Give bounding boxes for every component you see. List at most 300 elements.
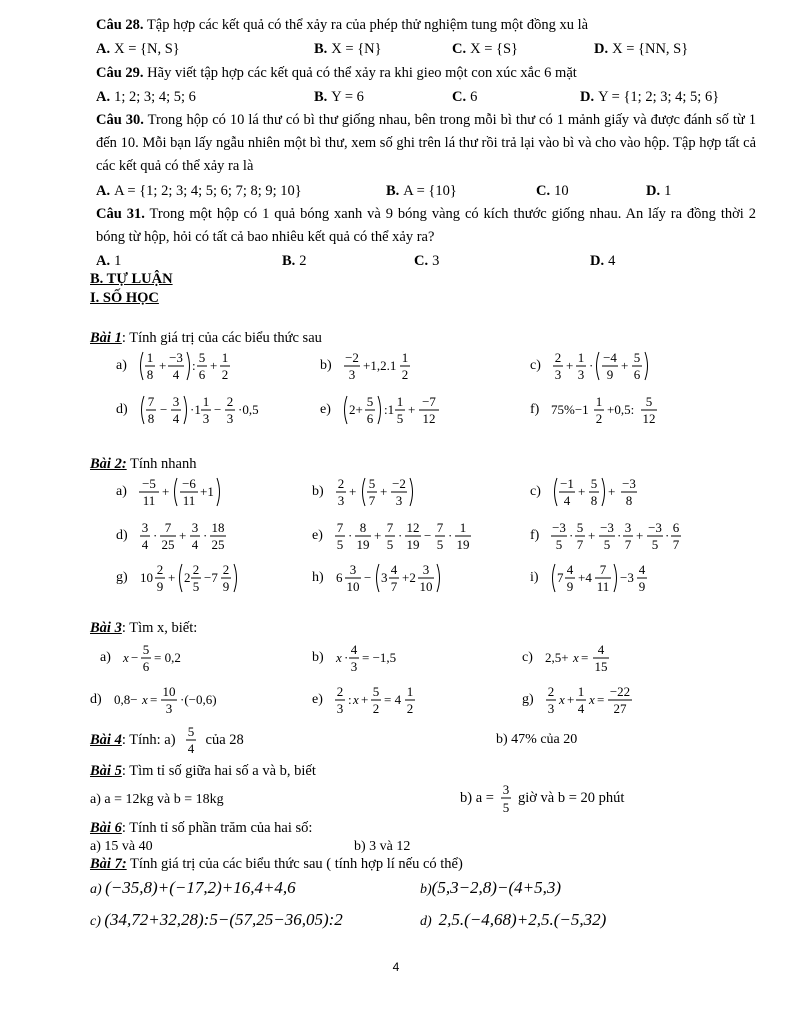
- question-label: Câu 28.: [96, 17, 144, 33]
- svg-text:3: 3: [395, 493, 402, 508]
- math-expression: [334, 638, 434, 678]
- svg-text:−: −: [423, 528, 432, 543]
- exercise-label: Bài 1: [90, 330, 122, 346]
- exercise-instruction: : Tính tỉ số phần trăm của hai số:: [121, 820, 313, 836]
- svg-text:·1: ·1: [189, 402, 201, 417]
- exercise-1-title: [90, 330, 322, 347]
- exercise-instruction: : Tính giá trị của các biểu thức sau: [121, 330, 322, 346]
- svg-text:1: 1: [406, 684, 414, 699]
- svg-text:27: 27: [613, 701, 627, 716]
- svg-text:3: 3: [191, 520, 198, 535]
- svg-text:7: 7: [599, 562, 606, 577]
- svg-text:2: 2: [192, 562, 199, 577]
- svg-text:−2: −2: [391, 476, 406, 491]
- q28-option-b: B. X = {N}: [314, 41, 382, 57]
- svg-text:19: 19: [456, 537, 470, 552]
- svg-text:5: 5: [652, 537, 659, 552]
- svg-text:4: 4: [172, 411, 179, 426]
- svg-text:+: +: [209, 358, 218, 373]
- question-label: Câu 31.: [96, 206, 145, 222]
- q30-option-b: B. A = {10}: [386, 183, 457, 199]
- svg-text:1: 1: [396, 394, 404, 409]
- svg-text:6: 6: [335, 570, 343, 585]
- question-30: [96, 109, 756, 178]
- svg-text:4: 4: [597, 642, 605, 657]
- svg-text:1: 1: [459, 520, 467, 535]
- section-heading-essay: B. TỰ LUẬN: [90, 271, 173, 287]
- svg-text:2: 2: [183, 570, 191, 585]
- q28-option-d: D. X = {NN, S}: [594, 41, 689, 57]
- svg-text:+: +: [588, 528, 596, 543]
- svg-text:2: 2: [222, 562, 229, 577]
- svg-text:19: 19: [406, 537, 420, 552]
- svg-text:4: 4: [141, 537, 148, 552]
- svg-text:+: +: [607, 484, 616, 499]
- q30-option-c: C. 10: [536, 183, 569, 199]
- math-expression: [544, 680, 674, 720]
- exercise-5-title: [90, 763, 316, 780]
- exercise-3-item-b: b) x · 4 3 = −1,5: [312, 638, 434, 678]
- svg-text:= −1,5: = −1,5: [361, 650, 396, 665]
- svg-text:6: 6: [198, 367, 206, 382]
- svg-text:7: 7: [164, 520, 171, 535]
- svg-text:+: +: [407, 402, 416, 417]
- svg-text:+: +: [636, 528, 644, 543]
- svg-text:9: 9: [638, 579, 645, 594]
- svg-text:−3: −3: [600, 520, 615, 535]
- exercise-5-part-a: a) a = 12kg và b = 18kg: [90, 792, 224, 807]
- exercise-2-item-i: i) 7 4 9 +4 7 11 −3 4 9: [530, 558, 709, 598]
- svg-text:2: 2: [336, 684, 344, 699]
- svg-text:+1,2.1: +1,2.1: [362, 358, 397, 373]
- q28-option-a: A. X = {N, S}: [96, 41, 180, 57]
- question-text: Hãy viết tập hợp các kết quả có thể xảy ra khi gieo một con xúc xắc 6 mặt: [147, 65, 577, 81]
- page-number: 4: [392, 960, 400, 974]
- exercise-3-item-d: d) 0,8− x = 10 3 ·(−0,6): [90, 680, 252, 720]
- math-expression: [341, 390, 471, 430]
- svg-text:2: 2: [221, 367, 229, 382]
- exercise-2-item-c: c) −1 4 + 5 8 + −3 8: [530, 472, 661, 512]
- math-expression: [551, 346, 671, 386]
- svg-text:6: 6: [673, 520, 680, 535]
- svg-text:3: 3: [502, 782, 510, 797]
- svg-text:+1: +1: [199, 484, 214, 499]
- svg-text:5: 5: [142, 642, 150, 657]
- svg-text:5: 5: [368, 476, 375, 491]
- svg-text:·: ·: [665, 528, 670, 543]
- svg-text:7: 7: [673, 537, 680, 552]
- exercise-6-part-b: b) 3 và 12: [354, 839, 411, 854]
- svg-text:3: 3: [226, 411, 233, 426]
- exercise-5-part-b: b) a = 3 5 giờ và b = 20 phút: [460, 778, 624, 818]
- exercise-label: Bài 7:: [90, 856, 127, 872]
- svg-text:5: 5: [556, 537, 563, 552]
- exercise-2-item-e: e) 7 5 · 8 19 + 7 5 · 12 19 − 7 5 · 1 19: [312, 516, 493, 556]
- svg-text:2: 2: [547, 684, 554, 699]
- exercise-6-title: [90, 820, 312, 837]
- svg-text:−3: −3: [552, 520, 567, 535]
- q29-option-c: C. 6: [452, 89, 478, 105]
- question-text: Tập hợp các kết quả có thể xảy ra của phép thử nghiệm tung một đồng xu là: [146, 17, 589, 33]
- svg-text::1: :1: [383, 402, 395, 417]
- svg-text:1: 1: [202, 394, 209, 409]
- svg-text:4: 4: [566, 562, 573, 577]
- svg-text:·0,5: ·0,5: [237, 402, 259, 417]
- math-expression: [549, 516, 719, 556]
- svg-text:18: 18: [211, 520, 225, 535]
- svg-text:−3: −3: [621, 476, 636, 491]
- svg-text:−4: −4: [602, 350, 617, 365]
- svg-text:11: 11: [142, 493, 156, 508]
- svg-text:5: 5: [646, 394, 653, 409]
- svg-text:5: 5: [590, 476, 598, 491]
- exercise-instruction: : Tìm x, biết:: [121, 620, 198, 636]
- fraction-five-fourths: [180, 722, 202, 758]
- svg-text:11: 11: [596, 579, 609, 594]
- svg-text:2: 2: [337, 476, 344, 491]
- svg-text:10: 10: [419, 579, 433, 594]
- svg-text:·: ·: [617, 528, 622, 543]
- svg-text:3: 3: [336, 701, 344, 716]
- svg-text:3: 3: [172, 394, 179, 409]
- exercise-2-item-a: a) −5 11 + −6 11 +1: [116, 472, 247, 512]
- svg-text:−: −: [363, 570, 372, 585]
- svg-text:·: ·: [588, 358, 594, 373]
- svg-text:1: 1: [221, 350, 229, 365]
- svg-text:5: 5: [187, 724, 194, 739]
- svg-text:−7: −7: [421, 394, 436, 409]
- math-expression: [137, 472, 247, 512]
- exercise-3-title: [90, 620, 197, 637]
- svg-text:+: +: [566, 692, 575, 707]
- exercise-3-item-e: e) 2 3 : x + 5 2 = 4 1 2: [312, 680, 453, 720]
- svg-text:·(−0,6): ·(−0,6): [179, 692, 217, 707]
- svg-text:4: 4: [191, 537, 198, 552]
- svg-text:−3: −3: [648, 520, 663, 535]
- exercise-4-part-a-prefix: : Tính: a): [121, 731, 176, 748]
- svg-text:1: 1: [401, 350, 408, 365]
- exercise-label: Bài 3: [90, 620, 122, 636]
- svg-text:=: =: [149, 692, 158, 707]
- svg-text:−22: −22: [609, 684, 630, 699]
- svg-text:=: =: [580, 650, 589, 665]
- exercise-1-item-f: f) 75%−1 1 2 +0,5: 5 12: [530, 390, 699, 430]
- q31-option-b: B. 2: [282, 253, 307, 269]
- svg-text:6: 6: [366, 411, 374, 426]
- svg-text:+: +: [158, 358, 167, 373]
- svg-text:2: 2: [401, 367, 408, 382]
- svg-text:10: 10: [346, 579, 360, 594]
- svg-text:·: ·: [343, 650, 349, 665]
- svg-text:5: 5: [372, 684, 380, 699]
- section-heading-arithmetic: I. SỐ HỌC: [90, 290, 159, 306]
- svg-text:= 4: = 4: [383, 692, 401, 707]
- svg-text:2: 2: [554, 350, 562, 365]
- q29-option-b: B. Y = 6: [314, 89, 364, 105]
- svg-text:3: 3: [337, 493, 344, 508]
- svg-text:+: +: [620, 358, 629, 373]
- svg-text:−3: −3: [168, 350, 183, 365]
- svg-text:2: 2: [156, 562, 163, 577]
- svg-text:9: 9: [156, 579, 163, 594]
- svg-text:5: 5: [198, 350, 206, 365]
- exercise-label: Bài 2:: [90, 456, 127, 472]
- svg-text:x: x: [122, 650, 129, 665]
- svg-text:9: 9: [606, 367, 614, 382]
- svg-text:−: −: [159, 402, 168, 417]
- q28-option-c: C. X = {S}: [452, 41, 518, 57]
- svg-text:4: 4: [577, 701, 584, 716]
- svg-text:x: x: [558, 692, 565, 707]
- svg-text:5: 5: [633, 350, 641, 365]
- svg-text:5: 5: [386, 537, 394, 552]
- svg-text:x: x: [335, 650, 342, 665]
- svg-text:x: x: [572, 650, 579, 665]
- svg-text:15: 15: [594, 659, 608, 674]
- question-31: [96, 203, 756, 249]
- exercise-label: Bài 4: [90, 731, 122, 748]
- svg-text:3: 3: [625, 520, 632, 535]
- svg-text:x: x: [141, 692, 148, 707]
- svg-text:+: +: [379, 484, 388, 499]
- fraction-three-fifths: [496, 778, 516, 818]
- svg-text:10: 10: [139, 570, 153, 585]
- svg-text:19: 19: [356, 537, 370, 552]
- math-expression: [549, 390, 699, 430]
- exercise-7-part-c: c) (34,72+32,28):5−(57,25−36,05):2: [90, 910, 343, 929]
- svg-text:−7: −7: [203, 570, 218, 585]
- svg-text:−: −: [130, 650, 139, 665]
- svg-text::: :: [347, 692, 352, 707]
- svg-text::: :: [191, 358, 196, 373]
- exercise-2-title: [90, 456, 196, 473]
- svg-text:7: 7: [336, 520, 344, 535]
- question-28: [96, 16, 756, 34]
- svg-text:+: +: [167, 570, 176, 585]
- exercise-7-title: [90, 856, 463, 873]
- svg-text:3: 3: [165, 701, 172, 716]
- math-expression: [333, 680, 453, 720]
- svg-text:12: 12: [406, 520, 420, 535]
- svg-text:·: ·: [447, 528, 453, 543]
- svg-text:·: ·: [152, 528, 158, 543]
- q31-option-c: C. 3: [414, 253, 440, 269]
- svg-text:3: 3: [547, 701, 554, 716]
- svg-text:+: +: [348, 484, 357, 499]
- svg-text:5: 5: [436, 537, 444, 552]
- svg-text:+: +: [161, 484, 170, 499]
- exercise-3-item-g: g) 2 3 x + 1 4 x = −22 27: [522, 680, 674, 720]
- math-expression: [138, 390, 298, 430]
- svg-text:x: x: [352, 692, 359, 707]
- svg-text:5: 5: [604, 537, 611, 552]
- math-expression: [138, 558, 288, 598]
- svg-text:·: ·: [569, 528, 574, 543]
- svg-text:5: 5: [577, 520, 584, 535]
- exercise-1-item-d: d) 7 8 − 3 4 ·1 1 3 − 2 3 ·0,5: [116, 390, 298, 430]
- svg-text:4: 4: [638, 562, 645, 577]
- svg-text:3: 3: [141, 520, 148, 535]
- exercise-2-item-b: b) 2 3 + 5 7 + −2 3: [312, 472, 444, 512]
- svg-text:2: 2: [372, 701, 380, 716]
- question-29: [96, 64, 756, 82]
- q29-option-a: A. 1; 2; 3; 4; 5; 6: [96, 89, 196, 105]
- svg-text:6: 6: [633, 367, 641, 382]
- svg-text:7: 7: [390, 579, 397, 594]
- svg-text:5: 5: [336, 537, 344, 552]
- exercise-4: [90, 722, 244, 758]
- exercise-4-part-a-suffix: của 28: [205, 731, 244, 748]
- exercise-4-part-b: b) 47% của 20: [496, 732, 578, 747]
- svg-text:5: 5: [366, 394, 374, 409]
- exercise-label: Bài 6: [90, 820, 122, 836]
- svg-text:4: 4: [187, 741, 194, 756]
- math-expression: [333, 516, 493, 556]
- svg-text:7: 7: [577, 537, 584, 552]
- svg-text:5: 5: [396, 411, 404, 426]
- q31-option-d: D. 4: [590, 253, 616, 269]
- svg-text:11: 11: [182, 493, 196, 508]
- svg-text:3: 3: [202, 411, 209, 426]
- q30-option-a: A. A = {1; 2; 3; 4; 5; 6; 7; 8; 9; 10}: [96, 183, 302, 199]
- svg-text:+2: +2: [401, 570, 416, 585]
- exercise-7-part-b: b)(5,3−2,8)−(4+5,3): [420, 878, 561, 897]
- exercise-3-item-a: a) x − 5 6 = 0,2: [100, 638, 221, 678]
- svg-text:4: 4: [350, 642, 357, 657]
- question-text: Trong hộp có 10 lá thư có bì thư giống nhau, bên trong mỗi bì thư có 1 mảnh giấy và được đánh số từ 1 đến 10. Mỗi bạn lấy ngẫu nhiên một bì thư, xem số ghi trên lá thư rồi trả lại vào bì và cho vào hộp. Tập hợp tất cả các kết quả có thể xảy ra là: [96, 112, 756, 174]
- svg-text:25: 25: [161, 537, 175, 552]
- exercise-7-part-d: d) 2,5.(−4,68)+2,5.(−5,32): [420, 910, 607, 929]
- exercise-3-item-c: c) 2,5+ x = 4 15: [522, 638, 643, 678]
- math-expression: [138, 516, 248, 556]
- exercise-6-part-a: a) 15 và 40: [90, 839, 153, 854]
- exercise-label: Bài 5: [90, 763, 122, 779]
- math-expression: [121, 638, 221, 678]
- svg-text:5: 5: [502, 800, 510, 815]
- svg-text:4: 4: [563, 493, 571, 508]
- exercise-instruction: : Tìm tỉ số giữa hai số a và b, biết: [121, 763, 316, 779]
- svg-text:2: 2: [226, 394, 233, 409]
- svg-text:1: 1: [577, 684, 584, 699]
- svg-text:−1: −1: [559, 476, 574, 491]
- svg-text:+: +: [360, 692, 369, 707]
- svg-text:2: 2: [596, 411, 603, 426]
- svg-text:3: 3: [380, 570, 388, 585]
- svg-text:+4: +4: [577, 570, 592, 585]
- question-text: Trong một hộp có 1 quả bóng xanh và 9 bóng vàng có kích thước giống nhau. An lấy ra đồng thời 2 bóng từ hộp, hỏi có tất cả bao nhiêu kết quả có thể xảy ra?: [96, 206, 756, 245]
- svg-text:8: 8: [147, 411, 154, 426]
- svg-text:3: 3: [422, 562, 429, 577]
- svg-text:+: +: [565, 358, 574, 373]
- svg-text:8: 8: [146, 367, 154, 382]
- svg-text:−2: −2: [344, 350, 359, 365]
- svg-text:7: 7: [147, 394, 154, 409]
- exercise-1-item-e: e) 2+ 5 6 :1 1 5 + −7 12: [320, 390, 471, 430]
- svg-text:2+: 2+: [348, 402, 363, 417]
- math-expression: [112, 680, 252, 720]
- svg-text:3: 3: [577, 367, 585, 382]
- svg-text:12: 12: [422, 411, 436, 426]
- svg-text:1: 1: [577, 350, 585, 365]
- svg-text:+0,5:: +0,5:: [607, 402, 635, 417]
- svg-text:1: 1: [596, 394, 603, 409]
- svg-text:3: 3: [350, 659, 357, 674]
- svg-text:2,5+: 2,5+: [544, 650, 569, 665]
- svg-text:+: +: [178, 528, 187, 543]
- exercise-7-part-a: a) (−35,8)+(−17,2)+16,4+4,6: [90, 878, 296, 897]
- svg-text:9: 9: [566, 579, 573, 594]
- svg-text:+: +: [577, 484, 586, 499]
- math-expression: [334, 558, 484, 598]
- math-expression: [549, 558, 709, 598]
- exercise-2-item-d: d) 3 4 · 7 25 + 3 4 · 18 25: [116, 516, 248, 556]
- svg-text:=: =: [596, 692, 605, 707]
- svg-text:0,8−: 0,8−: [113, 692, 138, 707]
- svg-text:7: 7: [556, 570, 564, 585]
- exercise-2-item-f: f) −3 5 · 5 7 + −3 5 · 3 7 + −3 5 · 6 7: [530, 516, 719, 556]
- svg-text:3: 3: [348, 367, 355, 382]
- svg-text:4: 4: [390, 562, 397, 577]
- svg-text:·: ·: [347, 528, 353, 543]
- svg-text:−: −: [213, 402, 222, 417]
- exercise-1-item-a: a) 1 8 + −3 4 : 5 6 + 1 2: [116, 346, 267, 386]
- svg-text:6: 6: [142, 659, 150, 674]
- q31-option-a: A. 1: [96, 253, 122, 269]
- exercise-2-item-h: h) 6 3 10 − 3 4 7 +2 3 10: [312, 558, 484, 598]
- svg-text:7: 7: [436, 520, 444, 535]
- q29-option-d: D. Y = {1; 2; 3; 4; 5; 6}: [580, 89, 720, 105]
- svg-text:5: 5: [192, 579, 199, 594]
- svg-text:2: 2: [406, 701, 414, 716]
- svg-text:7: 7: [386, 520, 394, 535]
- math-expression: [342, 346, 452, 386]
- svg-text:7: 7: [368, 493, 375, 508]
- svg-text:75%−1: 75%−1: [551, 402, 589, 417]
- svg-text:1: 1: [146, 350, 154, 365]
- svg-text:9: 9: [222, 579, 229, 594]
- exercise-1-item-b: b) −2 3 +1,2.1 1 2: [320, 346, 452, 386]
- exercise-1-item-c: c) 2 3 + 1 3 · −4 9 + 5 6: [530, 346, 671, 386]
- svg-text:25: 25: [211, 537, 225, 552]
- svg-text:−5: −5: [141, 476, 156, 491]
- svg-text:8: 8: [359, 520, 367, 535]
- svg-text:8: 8: [590, 493, 598, 508]
- math-expression: [137, 346, 267, 386]
- svg-text:·: ·: [202, 528, 208, 543]
- svg-text:+: +: [373, 528, 382, 543]
- svg-text:−6: −6: [181, 476, 196, 491]
- svg-text:·: ·: [397, 528, 403, 543]
- svg-text:7: 7: [625, 537, 632, 552]
- svg-text:12: 12: [642, 411, 656, 426]
- exercise-2-item-g: g) 10 2 9 + 2 2 5 −7 2 9: [116, 558, 288, 598]
- q30-option-d: D. 1: [646, 183, 672, 199]
- math-expression: [551, 472, 661, 512]
- svg-text:4: 4: [172, 367, 180, 382]
- svg-text:10: 10: [162, 684, 176, 699]
- math-expression: [543, 638, 643, 678]
- svg-text:3: 3: [554, 367, 562, 382]
- svg-text:= 0,2: = 0,2: [153, 650, 181, 665]
- svg-text:x: x: [588, 692, 595, 707]
- svg-text:8: 8: [625, 493, 633, 508]
- question-label: Câu 29.: [96, 65, 144, 81]
- svg-text:−3: −3: [619, 570, 634, 585]
- svg-text:3: 3: [349, 562, 356, 577]
- exercise-instruction: Tính giá trị của các biểu thức sau ( tính hợp lí nếu có thể): [126, 856, 463, 872]
- question-label: Câu 30.: [96, 112, 144, 128]
- exercise-instruction: Tính nhanh: [126, 456, 197, 472]
